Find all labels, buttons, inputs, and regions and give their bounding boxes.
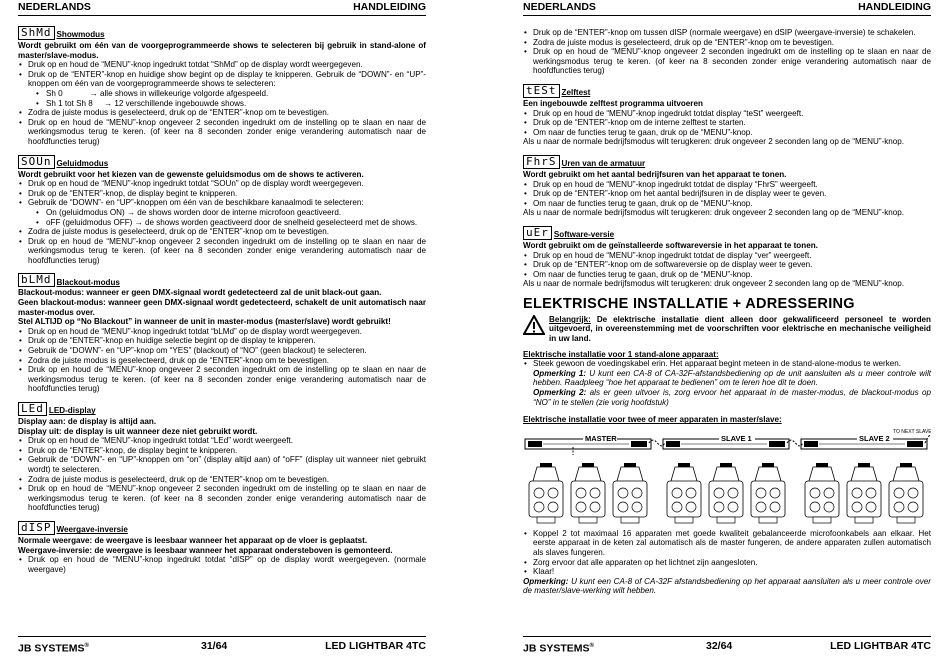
section-title: LED-display: [48, 406, 96, 416]
footer-product: LED LIGHTBAR 4TC: [325, 640, 426, 652]
section-title: Blackout-modus: [56, 277, 120, 287]
lamp-head-icon: [529, 463, 563, 523]
list-item: • Zorg ervoor dat alle apparaten op het lichtnet zijn aangesloten.: [523, 558, 931, 568]
step-list: [18, 436, 426, 513]
step-list: [523, 28, 931, 76]
section-title: Geluidmodus: [56, 158, 109, 168]
footer-brand: JB SYSTEMS®: [523, 642, 594, 655]
list-item: • Sh 1 tot Sh 8 → 12 verschillende ingebouwde shows.: [18, 99, 426, 109]
lamp-head-icon: [709, 463, 743, 523]
list-item: • Druk op de “ENTER”-knop om de softwareversie op de display weer te geven.: [523, 260, 931, 270]
step-list: [523, 359, 931, 369]
section-intro: Display aan: de display is altijd aan.: [18, 417, 157, 426]
list-item: • Druk op de “ENTER”-knop, de display begint te knipperen.: [18, 446, 426, 456]
section-showmodus: [18, 25, 426, 147]
list-item: • Zodra de juiste modus is geselecteerd, druk op de “ENTER”-knop om te bevestigen.: [18, 475, 426, 485]
section-title: Showmodus: [56, 30, 105, 40]
header-title: HANDLEIDING: [353, 1, 426, 13]
list-item: • Druk op en houd de “MENU”-knop ingedrukt totdat “LEd” wordt weergeeft.: [18, 436, 426, 446]
list-item: • Gebruik de “DOWN”- en “UP”-knoppen om “on” (display altijd aan) of “oFF” (display uit wanneer niet gebruikt wordt) te selecteren.: [18, 455, 426, 474]
right-content: [523, 28, 931, 596]
list-item: • Om naar de functies terug te gaan, druk op de “MENU”-knop.: [523, 128, 931, 138]
list-item: • Klaar!: [523, 567, 931, 577]
step-list: [523, 251, 931, 280]
diagram-label-slave1: SLAVE 1: [721, 433, 752, 443]
list-item: • Druk op de “ENTER”-knop om het aantal bedrijfsuren in de display weer te geven.: [523, 189, 931, 199]
section-title: Zelftest: [561, 88, 591, 98]
subsection-title: Elektrische installatie voor twee of meer apparaten in master/slave:: [523, 415, 782, 425]
section-intro: Wordt gebruikt om één van de voorgeprogrammeerde shows te selecteren bij gebruik in stand-alone of master/slave-modus.: [18, 41, 426, 60]
section-led-display: [18, 401, 426, 513]
subsection-title: Elektrische installatie voor 1 stand-alone apparaat:: [523, 349, 719, 359]
section-note: Als u naar de normale bedrijfsmodus wilt terugkeren: druk ongeveer 2 seconden lang op de “MENU”-knop.: [523, 279, 905, 289]
diagram-label-master: MASTER: [585, 433, 617, 443]
lamp-head-icon: [667, 463, 701, 523]
section-intro: Wordt gebruikt om de geïnstalleerde softwareversie in het apparaat te tonen.: [523, 240, 818, 250]
list-item: • On (geluidmodus ON) → de shows worden door de interne microfoon geactiveerd.: [18, 208, 426, 218]
lamp-heads: [529, 463, 923, 523]
list-item: • Steek gewoon de voedingskabel erin. Het apparaat begint meteen in de stand-alone-modus te werken.: [523, 359, 931, 369]
header-language: NEDERLANDS: [18, 1, 91, 13]
step-list: [18, 327, 426, 394]
section-note: Als u naar de normale bedrijfsmodus wilt terugkeren: druk ongeveer 2 seconden lang op de “MENU”-knop.: [523, 208, 905, 218]
left-content: [18, 25, 426, 581]
footer-product: LED LIGHTBAR 4TC: [830, 640, 931, 652]
section-intro: Blackout-modus: wanneer er geen DMX-signaal wordt gedetecteerd zal de unit black-out gaan.: [18, 288, 382, 298]
step-list: [523, 109, 931, 138]
list-item: • Druk op en houd de “MENU”-knop ongeveer 2 seconden ingedrukt om de instelling op te slaan en naar de werkingsmodus terug te keren. (of keer na 8 seconden zonder enige verandering automatisch naar de hoofdfuncties terug): [18, 365, 426, 394]
warning-icon: [523, 315, 545, 335]
section-title: Uren van de armatuur: [561, 159, 646, 169]
lcd-icon: bLMd: [18, 273, 55, 287]
warning-block: [523, 315, 931, 344]
list-item: • Gebruik de “DOWN”- en “UP”-knoppen om één van de beschikbare kanaalmodi te selecteren:: [18, 198, 426, 208]
step-list: [18, 555, 426, 574]
warning-text: Belangrijk: De elektrische installatie dient alleen door gekwalificeerd personeel te worden uitgevoerd, in overeenstemming met de voorschriften voor elektrische en mechanische veiligheid in uw land.: [549, 314, 931, 344]
list-item: • Druk op en houd de “MENU”-knop ongeveer 2 seconden ingedrukt om de instelling op te slaan en naar de werkingsmodus terug te keren. (of keer na 8 seconden zonder enige verandering automatisch naar de hoofdfuncties terug): [18, 484, 426, 513]
list-item: • Druk op de “ENTER”-knop en huidige show begint op de display te knipperen. Gebruik de “DOWN”- en “UP”-knoppen om één van de voorgeprogrammeerde shows te selecteren:: [18, 70, 426, 89]
master-slave-diagram: [523, 429, 931, 527]
section-intro: Display uit: de display is uit wanneer deze niet gebruikt wordt.: [18, 426, 258, 436]
list-item: • Om naar de functies terug te gaan, druk op de “MENU”-knop.: [523, 199, 931, 209]
section-intro: Normale weergave: de weergave is leesbaar wanneer het apparaat op de vloer is geplaatst.: [18, 535, 368, 545]
list-item: • Zodra de juiste modus is geselecteerd, druk op de “ENTER”-knop om te bevestigen.: [18, 108, 426, 118]
header-title: HANDLEIDING: [858, 1, 931, 13]
note: Opmerking: U kunt een CA-8 of CA-32F afstandsbediening op het apparaat aansluiten als u meer controle over de master/slave-werking wilt hebben.: [523, 576, 931, 596]
footer-page-number: 32/64: [706, 640, 733, 652]
section-software: [523, 225, 931, 289]
list-item: • Druk op en houd de “MENU”-knop ingedrukt totdat de display “ver” weergeeft.: [523, 251, 931, 261]
section-note: Als u naar de normale bedrijfsmodus wilt terugkeren: druk ongeveer 2 seconden lang op de “MENU”-knop.: [523, 137, 905, 147]
list-item: • Druk op en houd de “MENU”-knop ongeveer 2 seconden ingedrukt om de instelling op te slaan en naar de werkingsmodus terug te keren. (of keer na 8 seconden zonder enige verandering automatisch naar de hoofdfuncties terug): [18, 118, 426, 147]
section-zelftest: [523, 83, 931, 147]
list-item: • Sh 0 → alle shows in willekeurige volgorde afgespeeld.: [18, 89, 426, 99]
section-uren: [523, 154, 931, 218]
section-intro: Wordt gebruikt voor het kiezen van de gewenste geluidsmodus om de shows te activeren.: [18, 169, 364, 179]
list-item: • Gebruik de “DOWN”- en “UP”-knop om “YES” (blackout) of “NO” (geen blackout) te selecteren.: [18, 346, 426, 356]
list-item: • Om naar de functies terug te gaan, druk op de “MENU”-knop.: [523, 270, 931, 280]
lcd-icon: FhrS: [523, 155, 560, 169]
list-item: • Druk op en houd de “MENU”-knop ongeveer 2 seconden ingedrukt om de instelling op te slaan en naar de werkingsmodus terug te keren. (of keer na 8 seconden zonder enige verandering automatisch naar de hoofdfuncties terug): [523, 47, 931, 76]
lcd-icon: ShMd: [18, 26, 55, 40]
list-item: • Druk op en houd de “MENU”-knop ingedrukt totdat “bLMd” op de display wordt weergegeven.: [18, 327, 426, 337]
section-title: Weergave-inversie: [56, 525, 128, 535]
lcd-icon: tESt: [523, 84, 560, 98]
step-list: [523, 180, 931, 209]
section-intro: Een ingebouwde zelftest programma uitvoeren: [523, 98, 703, 108]
footer-page-number: 31/64: [201, 640, 228, 652]
list-item: • Zodra de juiste modus is geselecteerd, druk op de “ENTER”-knop om te bevestigen.: [18, 227, 426, 237]
footer-brand: JB SYSTEMS®: [18, 642, 89, 655]
section-intro: Geen blackout-modus: wanneer geen DMX-signaal wordt gedetecteerd, schakelt de unit automatisch naar master-modus over.: [18, 298, 426, 317]
header-language: NEDERLANDS: [523, 1, 596, 13]
lcd-icon: uEr: [523, 226, 552, 240]
lamp-head-icon: [889, 463, 923, 523]
section-title: Software-versie: [553, 230, 615, 240]
lamp-head-icon: [805, 463, 839, 523]
list-item: • Druk op en houd de “MENU”-knop ingedrukt totdat “SOUn” op de display wordt weergegeven.: [18, 179, 426, 189]
list-item: • Druk op en houd de “MENU”-knop ingedrukt totdat “ShMd” op de display wordt weergegeven.: [18, 60, 426, 70]
lamp-head-icon: [571, 463, 605, 523]
lamp-head-icon: [847, 463, 881, 523]
step-list: [18, 60, 426, 146]
section-weergave-cont: [523, 28, 931, 76]
list-item: • Druk op en houd de “MENU”-knop ingedrukt totdat display “teSt” weergeeft.: [523, 109, 931, 119]
list-item: • Zodra de juiste modus is geselecteerd, druk op de “ENTER”-knop om te bevestigen.: [523, 38, 931, 48]
lamp-head-icon: [751, 463, 785, 523]
section-geluidmodus: [18, 154, 426, 266]
diagram-svg: [523, 429, 931, 527]
section-weergave: [18, 520, 426, 574]
chapter-title: ELEKTRISCHE INSTALLATIE + ADRESSERING: [523, 295, 855, 312]
note: Opmerking 1: U kunt een CA-8 of CA-32F-afstandsbediening op de unit aansluiten als u meer controle wilt hebben. Raadpleeg “hoe het apparaat te bedienen” om te leren hoe dit te doen.: [533, 368, 931, 388]
list-item: • Druk op de “ENTER”-knop om de interne zelftest te starten.: [523, 118, 931, 128]
list-item: • Druk op en houd de “MENU”-knop ingedrukt totdat de display “FhrS” weergeeft.: [523, 180, 931, 190]
list-item: • Druk op de “ENTER”-knop en huidige selectie begint op de display te knipperen.: [18, 336, 426, 346]
section-intro: Wordt gebruikt om het aantal bedrijfsuren van het apparaat te tonen.: [523, 169, 787, 179]
list-item: • Druk op en houd de “MENU”-knop ongeveer 2 seconden ingedrukt om de instelling op te slaan en naar de werkingsmodus terug te keren. (of keer na 8 seconden zonder enige verandering automatisch naar de hoofdfuncties terug): [18, 237, 426, 266]
left-page: [18, 0, 426, 654]
lcd-icon: dISP: [18, 521, 55, 535]
lcd-icon: LEd: [18, 402, 47, 416]
list-item: • oFF (geluidmodus OFF) → de shows worden geactiveerd door de snelheid geselecteerd met de shows.: [18, 218, 426, 228]
section-blackout: [18, 272, 426, 394]
note: Opmerking 2: als er geen uitvoer is, zorg ervoor het apparaat in de master-modus, de blackout-modus op “NO” in te stellen (zie vorig hoofdstuk): [533, 388, 931, 407]
step-list: [18, 179, 426, 265]
page-header: [18, 0, 426, 16]
diagram-label-next: TO NEXT SLAVE: [893, 428, 931, 435]
list-item: • Druk op de “ENTER”-knop, de display begint te knipperen.: [18, 189, 426, 199]
diagram-label-slave2: SLAVE 2: [859, 433, 890, 443]
right-page: [523, 0, 931, 654]
lcd-icon: SOUn: [18, 155, 55, 169]
section-intro: Stel ALTIJD op “No Blackout” in wanneer de unit in master-modus (master/slave) wordt gebruikt!: [18, 317, 391, 327]
step-list: [523, 529, 931, 577]
list-item: • Koppel 2 tot maximaal 16 apparaten met goede kwaliteit gebalanceerde microfoonkabels aan elkaar. Het eerste apparaat in de keten zal automatisch als de master fungeren, de andere apparaten zullen automatisch als slaves fungeren.: [523, 529, 931, 558]
list-item: • Druk op en houd de “MENU”-knop ingedrukt totdat “dISP” op de display wordt weergegeven. (normale weergave): [18, 555, 426, 574]
page-footer: [523, 636, 931, 655]
section-intro: Weergave-inversie: de weergave is leesbaar wanneer het apparaat ondersteboven is gemonteerd.: [18, 545, 393, 555]
list-item: • Druk op de “ENTER”-knop om tussen dISP (normale weergave) en dSIP (weergave-inversie) te schakelen.: [523, 28, 931, 38]
list-item: • Zodra de juiste modus is geselecteerd, druk op de “ENTER”-knop om te bevestigen.: [18, 356, 426, 366]
page-footer: [18, 636, 426, 655]
page-header: [523, 0, 931, 16]
lamp-head-icon: [613, 463, 647, 523]
